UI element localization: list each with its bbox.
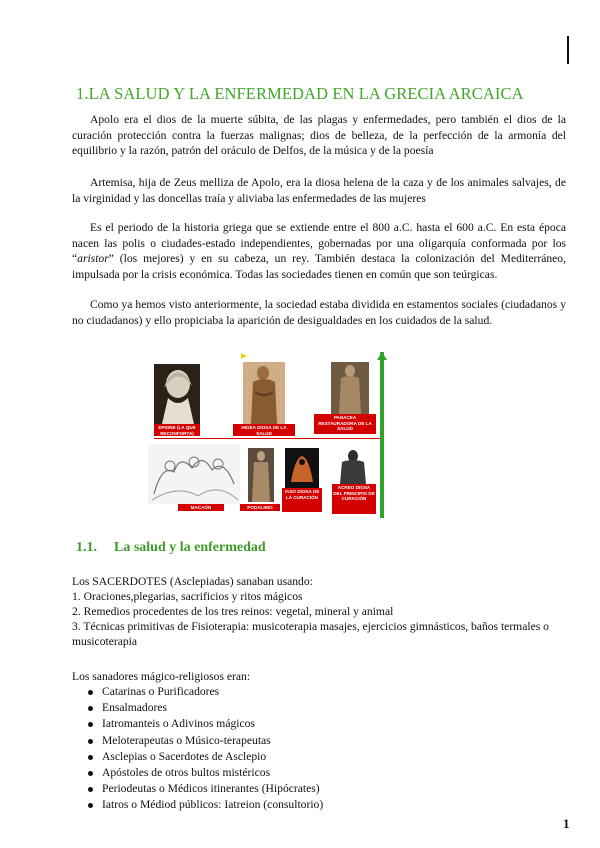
paragraph-apolo-text: Apolo era el dios de la muerte súbita, de las plagas y enfermedades, pero también el dios de la curación protección contra la fuerzas malignas; dios de belleza, de la perfección de la armonía del equilibrio y la razón, patrón del oráculo de Delfos, de la música y de la poesía: [72, 113, 566, 158]
list-item-text: Asclepias o Sacerdotes de Asclepio: [102, 749, 267, 763]
sanadores-intro: Los sanadores mágico-religiosos eran:: [72, 670, 251, 683]
list-item-text: Apóstoles de otros bultos mistéricos: [102, 766, 271, 780]
list-item: [88, 684, 323, 700]
sacerdotes-item-2: 2. Remedios procedentes de los tres reinos: vegetal, mineral y animal: [72, 605, 394, 618]
section-title: La salud y la enfermedad: [114, 540, 266, 555]
list-item: [88, 797, 323, 813]
label-podalirio: PODALIRIO: [240, 504, 280, 511]
label-higea: HIGEA DIOSA DE LA SALUD: [233, 424, 295, 436]
list-item-text: Catarinas o Purificadores: [102, 685, 220, 698]
sacerdotes-item-1: 1. Oraciones,plegarias, sacrificios y ritos mágicos: [72, 590, 303, 603]
label-epione: EPIONE (LA QUE RECONFORTA): [154, 424, 200, 436]
paragraph-periodo-text-a: Es el periodo de la historia griega que se extiende entre el 800 a.C. hasta el 600 a.C. En esta época nacen las polis o ciudades-estado independientes, gobernadas por una oligarquía conformada por los “: [72, 221, 566, 266]
list-item: [88, 781, 323, 797]
list-item-text: Iatros o Médiod públicos: Iatreion (consultorio): [102, 798, 324, 812]
list-item: [88, 749, 323, 765]
sacerdotes-item-3: 3. Técnicas primitivas de Fisioterapia: musicoterapia masajes, ejercicios gimnásticos, baños termales o musicoterapia: [72, 620, 549, 649]
paragraph-periodo: [72, 220, 566, 282]
aristor-term: aristor: [77, 252, 109, 266]
bullet-icon: [88, 787, 93, 792]
bullet-icon: [88, 706, 93, 711]
bullet-icon: [88, 690, 93, 695]
bullet-icon: [88, 739, 93, 744]
figure-top-marker-icon: [240, 352, 248, 360]
list-item: [88, 733, 323, 749]
paragraph-artemisa-text: Artemisa, hija de Zeus melliza de Apolo, era la diosa helena de la caza y de los animales salvajes, de la virginidad y las doncellas traía y aliviaba las enfermedades de las mujeres: [72, 176, 566, 205]
sanadores-list: [88, 684, 323, 814]
label-panacea: PANACEA RESTAURADORA DE LA SALUD: [314, 414, 376, 434]
greek-deities-figure: [148, 352, 388, 518]
acreo-statue-image: [334, 448, 372, 484]
list-item: [88, 716, 323, 732]
figure-green-arrow-icon: [377, 352, 387, 518]
bullet-icon: [88, 771, 93, 776]
higea-statue-image: [243, 362, 285, 424]
label-iaso: IASO DIOSA DE LA CURACIÓN: [282, 488, 322, 512]
iaso-vase-image: [285, 448, 319, 488]
sacerdotes-intro: Los SACERDOTES (Asclepiadas) sanaban usando:: [72, 575, 313, 588]
label-acreo: ACREO DIOSA DEL PRINCIPIO DE CURACIÓN: [332, 484, 376, 514]
bullet-icon: [88, 755, 93, 760]
paragraph-apolo: [72, 112, 566, 159]
label-macaon: MACAÓN: [178, 504, 224, 511]
paragraph-artemisa: [72, 175, 566, 206]
epione-bust-image: [154, 364, 200, 424]
bullet-icon: [88, 722, 93, 727]
page-number: 1: [563, 816, 570, 831]
page-title: 1.LA SALUD Y LA ENFERMEDAD EN LA GRECIA ARCAICA: [76, 84, 524, 103]
section-number: 1.1.: [76, 540, 97, 555]
panacea-statue-image: [331, 362, 369, 414]
macaon-relief-image: [148, 444, 240, 504]
list-item-text: Meloterapeutas o Músico-terapeutas: [102, 733, 271, 747]
paragraph-sociedad-text: Como ya hemos visto anteriormente, la sociedad estaba dividida en estamentos sociales (ciudadanos y no ciudadanos) y ello propiciaba la aparición de desigualdades en los cuidados de la salud.: [72, 298, 566, 327]
section-heading: [76, 540, 266, 556]
figure-divider-line: [154, 438, 380, 439]
bullet-icon: [88, 803, 93, 808]
page-edge-marker: [567, 36, 569, 64]
list-item: [88, 765, 323, 781]
list-item-text: Iatromanteis o Adivinos mágicos: [102, 717, 255, 731]
list-item-text: Periodeutas o Médicos itinerantes (Hipócrates): [102, 782, 320, 796]
list-item-text: Ensalmadores: [102, 701, 168, 715]
list-item: [88, 700, 323, 716]
podalirio-statue-image: [248, 448, 274, 502]
paragraph-periodo-text-b: ” (los mejores) y en su cabeza, un rey. También destaca la colonización del Mediterráneo, impulsada por la crisis económica. Todas las sociedades tienen en común que son teúrgicas.: [72, 252, 566, 281]
paragraph-sociedad: [72, 297, 566, 328]
